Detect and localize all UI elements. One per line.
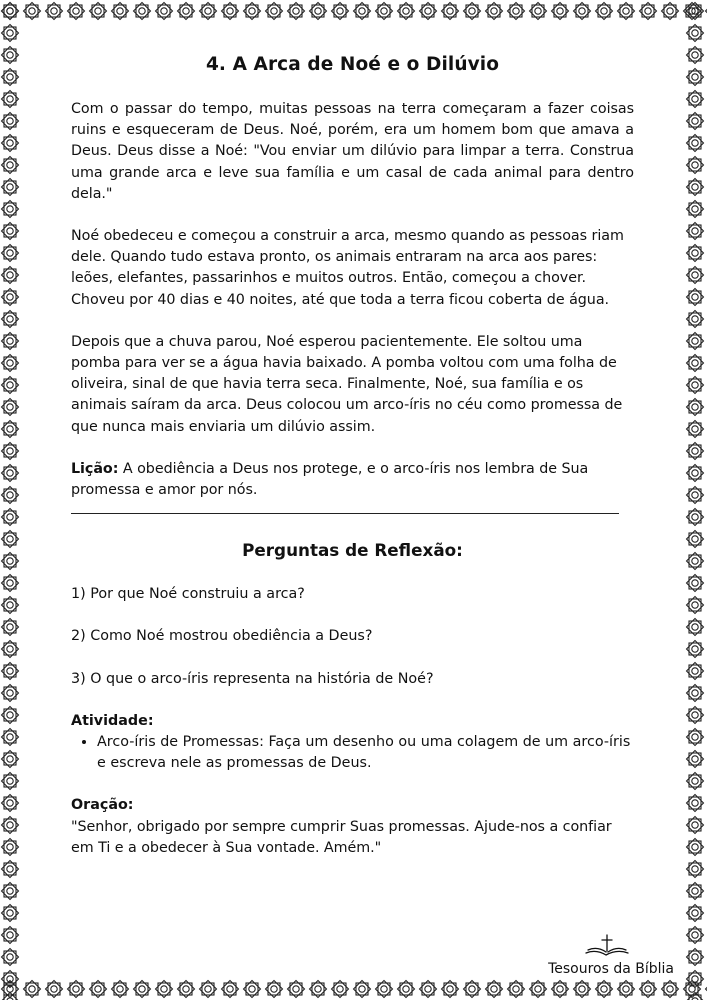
question-item: 1) Por que Noé construiu a arca? bbox=[71, 586, 305, 603]
activity-heading: Atividade: bbox=[71, 712, 154, 729]
divider-line bbox=[71, 513, 619, 514]
lesson bbox=[71, 459, 634, 501]
activity-item: • Arco-íris de Promessas: Faça um desenho ou uma colagem de um arco-íris e escreva nele as promessas de Deus. bbox=[97, 732, 634, 774]
footer-brand bbox=[534, 934, 674, 978]
decorative-border-top bbox=[0, 0, 707, 22]
question-item: 2) Como Noé mostrou obediência a Deus? bbox=[71, 628, 373, 645]
worksheet-content bbox=[71, 50, 634, 859]
activity-list bbox=[71, 732, 634, 774]
lesson-text: A obediência a Deus nos protege, e o arco-íris nos lembra de Sua promessa e amor por nós. bbox=[71, 460, 589, 499]
open-bible-cross-icon bbox=[584, 934, 630, 958]
question-item: 3) O que o arco-íris representa na história de Noé? bbox=[71, 670, 434, 687]
lesson-label: Lição: bbox=[71, 460, 119, 477]
questions-heading: Perguntas de Reflexão: bbox=[242, 540, 463, 561]
decorative-border-bottom bbox=[0, 978, 707, 1000]
brand-name: Tesouros da Bíblia bbox=[548, 961, 674, 977]
prayer-heading: Oração: bbox=[71, 797, 134, 814]
story-paragraph-3: Depois que a chuva parou, Noé esperou pacientemente. Ele soltou uma pomba para ver se a água havia baixado. A pomba voltou com uma folha de oliveira, sinal de que havia terra seca. Finalmente, Noé, sua família e os animais saíram da arca. Deus colocou um arco-íris no céu como promessa de que nunca mais enviaria um dilúvio assim. bbox=[71, 333, 623, 435]
story-paragraph-1: Com o passar do tempo, muitas pessoas na terra começaram a fazer coisas ruins e esqueceram de Deus. Noé, porém, era um homem bom que amava a Deus. Deus disse a Noé: "Vou enviar um dilúvio para limpar a terra. Construa uma grande arca e leve sua família e um casal de cada animal para dentro dela." bbox=[71, 101, 634, 202]
decorative-border-right bbox=[685, 0, 707, 1000]
prayer-text: "Senhor, obrigado por sempre cumprir Suas promessas. Ajude-nos a confiar em Ti e a obedecer à Sua vontade. Amém." bbox=[71, 818, 612, 856]
page-title: 4. A Arca de Noé e o Dilúvio bbox=[205, 54, 500, 75]
decorative-border-left bbox=[0, 0, 22, 1000]
story-paragraph-2: Noé obedeceu e começou a construir a arca, mesmo quando as pessoas riam dele. Quando tudo estava pronto, os animais entraram na arca aos pares: leões, elefantes, passarinhos e muitos outros. Então, começou a chover. Choveu por 40 dias e 40 noites, até que toda a terra ficou coberta de água. bbox=[71, 228, 624, 308]
